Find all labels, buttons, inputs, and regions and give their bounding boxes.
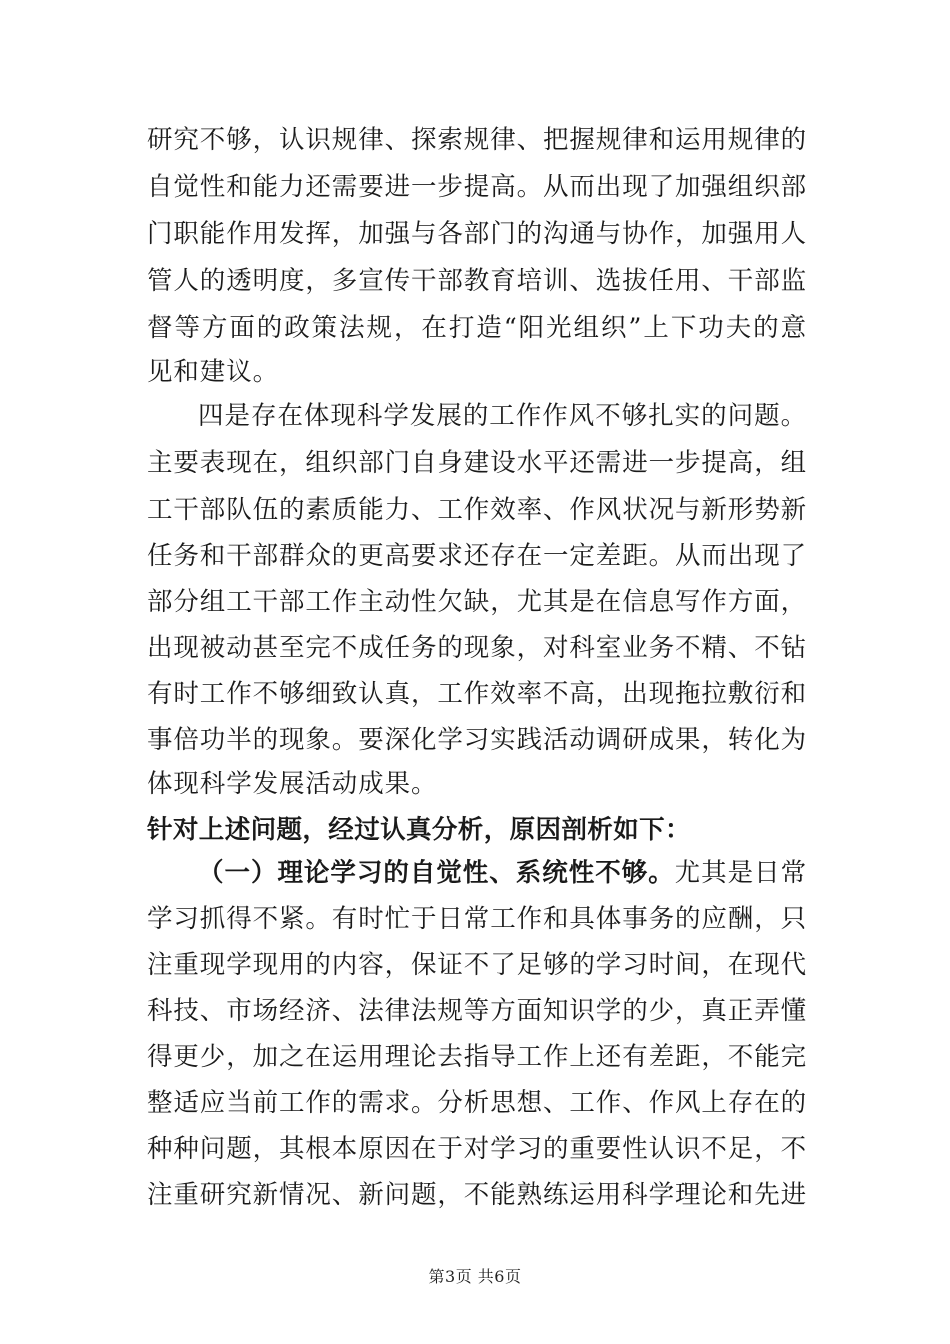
body-text-line: 出现被动甚至完不成任务的现象，对科室业务不精、不钻 xyxy=(147,633,808,663)
body-text-line: 督等方面的政策法规，在打造“阳光组织”上下功夫的意 xyxy=(147,313,807,343)
body-text-line: 见和建议。 xyxy=(147,357,280,387)
body-text-line: 门职能作用发挥，加强与各部门的沟通与协作，加强用人 xyxy=(147,219,808,249)
body-text-line: 工干部队伍的素质能力、工作效率、作风状况与新形势新 xyxy=(147,495,808,525)
body-text-line: 管人的透明度，多宣传干部教育培训、选拔任用、干部监 xyxy=(147,266,808,296)
section-one-first-text: 尤其是日常 xyxy=(674,858,807,888)
body-text-line: 学习抓得不紧。有时忙于日常工作和具体事务的应酬，只 xyxy=(147,904,808,934)
body-text-line: 有时工作不够细致认真，工作效率不高，出现拖拉敷衍和 xyxy=(147,679,808,709)
body-text-line: 注重现学现用的内容，保证不了足够的学习时间，在现代 xyxy=(147,950,808,980)
body-text-line: 得更少，加之在运用理论去指导工作上还有差距，不能完 xyxy=(147,1042,808,1072)
body-text-line: 科技、市场经济、法律法规等方面知识学的少，真正弄懂 xyxy=(147,996,808,1026)
body-text-line: 研究不够，认识规律、探索规律、把握规律和运用规律的 xyxy=(147,125,808,155)
paragraph-four-first-line: 四是存在体现科学发展的工作作风不够扎实的问题。 xyxy=(198,401,807,431)
body-text-line: 主要表现在，组织部门自身建设水平还需进一步提高，组 xyxy=(147,448,808,478)
body-text-line: 体现科学发展活动成果。 xyxy=(147,769,438,799)
body-text-line: 整适应当前工作的需求。分析思想、工作、作风上存在的 xyxy=(147,1088,808,1118)
section-heading: 针对上述问题，经过认真分析，原因剖析如下： xyxy=(147,815,691,845)
section-one-first-line xyxy=(198,853,807,893)
page-number-footer: 第3页 共6页 xyxy=(428,1267,522,1286)
body-text-line: 种种问题，其根本原因在于对学习的重要性认识不足，不 xyxy=(147,1134,808,1164)
section-one-title: （一）理论学习的自觉性、系统性不够。 xyxy=(198,858,675,888)
body-text-line: 注重研究新情况、新问题，不能熟练运用科学理论和先进 xyxy=(147,1180,808,1210)
body-text-line: 自觉性和能力还需要进一步提高。从而出现了加强组织部 xyxy=(147,172,808,202)
body-text-line: 部分组工干部工作主动性欠缺，尤其是在信息写作方面， xyxy=(147,587,808,617)
body-text-line: 事倍功半的现象。要深化学习实践活动调研成果，转化为 xyxy=(147,725,808,755)
body-text-line: 任务和干部群众的更高要求还存在一定差距。从而出现了 xyxy=(147,541,808,571)
